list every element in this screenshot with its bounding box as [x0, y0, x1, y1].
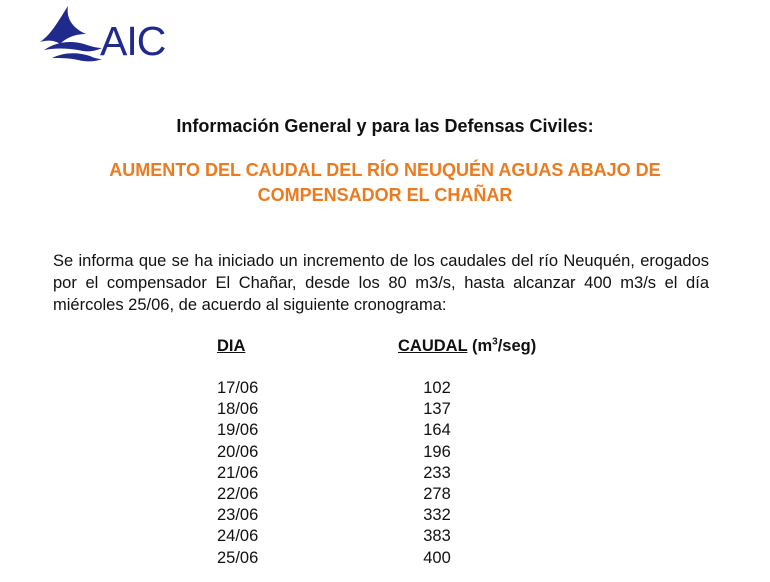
row-dia: 22/06: [217, 485, 259, 504]
row-dia: 19/06: [217, 421, 259, 440]
row-caudal: 233: [423, 463, 451, 482]
alert-title-line-2: COMPENSADOR EL CHAÑAR: [257, 185, 513, 205]
table-row: [217, 484, 467, 505]
body-paragraph: Se informa que se ha iniciado un incremento de los caudales del río Neuquén, erogados por el compensador El Chañar, desde los 80 m3/s, hasta alcanzar 400 m3/s el día miércoles 25/06, de acuerdo al siguiente cronograma:: [53, 252, 709, 314]
unit-suffix: /seg): [497, 337, 537, 355]
row-caudal: 196: [423, 442, 451, 461]
row-dia: 20/06: [217, 442, 259, 461]
unit-prefix: (m: [467, 337, 493, 355]
caudal-label: CAUDAL: [398, 337, 468, 355]
row-caudal: 102: [423, 379, 451, 398]
row-dia: 23/06: [217, 506, 259, 525]
table-row: [217, 463, 467, 484]
row-dia: 24/06: [217, 527, 259, 546]
row-dia: 18/06: [217, 400, 259, 419]
column-header-caudal: [398, 337, 536, 356]
row-caudal: 137: [423, 400, 451, 419]
schedule-table: [217, 378, 467, 569]
alert-title-line-1: AUMENTO DEL CAUDAL DEL RÍO NEUQUÉN AGUAS ABAJO DE: [109, 160, 661, 180]
aic-logo-wave-icon: [38, 4, 108, 70]
table-row: [217, 548, 467, 569]
column-header-dia: DIA: [217, 337, 246, 355]
row-dia: 17/06: [217, 379, 259, 398]
logo-text: AIC: [100, 18, 166, 64]
row-dia: 21/06: [217, 463, 259, 482]
table-row: [217, 505, 467, 526]
row-dia: 25/06: [217, 548, 259, 567]
table-row: [217, 420, 467, 441]
row-caudal: 400: [423, 548, 451, 567]
unit-exponent: 3: [492, 336, 498, 348]
row-caudal: 332: [423, 506, 451, 525]
row-caudal: 278: [423, 485, 451, 504]
aic-logo: [38, 4, 168, 70]
table-row: [217, 442, 467, 463]
table-row: [217, 399, 467, 420]
table-row: [217, 378, 467, 399]
row-caudal: 164: [423, 421, 451, 440]
row-caudal: 383: [423, 527, 451, 546]
alert-title: [40, 158, 730, 208]
table-row: [217, 526, 467, 547]
page-heading: Información General y para las Defensas Civiles:: [176, 116, 594, 136]
